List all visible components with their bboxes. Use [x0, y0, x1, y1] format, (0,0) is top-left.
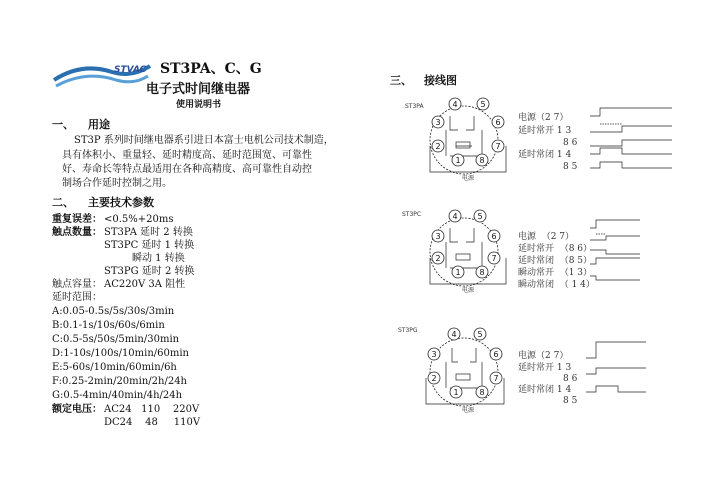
section-1-line-4: 制场合作延时控制之用。 — [62, 178, 172, 189]
repeat-error-value: <0.5%+20ms — [104, 214, 174, 225]
doc-manual-label: 使用说明书 — [176, 100, 222, 110]
contact-line-2: ST3PC 延时 1 转换 — [104, 240, 195, 251]
range-g: G:0.5-4min/40min/4h/24h — [52, 390, 183, 401]
d3-row-3: 8 6 — [563, 374, 578, 384]
contact-line-1: ST3PA 延时 2 转换 — [104, 227, 193, 238]
section-2-number: 二、 — [52, 196, 74, 209]
pin-1: 1 — [455, 268, 461, 277]
doc-title: ST3PA、C、G — [160, 61, 262, 77]
pin-4: 4 — [452, 100, 458, 109]
d1-row-3: 8 6 — [563, 138, 578, 148]
section-3-title: 接线图 — [424, 74, 457, 87]
range-c: C:0.5-5s/50s/5min/30min — [52, 334, 180, 345]
section-1-line-2: 具有体积小、重量轻、延时精度高、延时范围宽、可靠性 — [62, 150, 312, 161]
contact-line-3: 瞬动 1 转换 — [132, 253, 185, 264]
pin-5: 5 — [477, 212, 483, 221]
pin-3: 3 — [431, 350, 437, 359]
pin-6: 6 — [495, 118, 501, 127]
pin-7: 7 — [491, 254, 497, 263]
pin-8: 8 — [479, 156, 485, 165]
pin-8: 8 — [479, 268, 485, 277]
d3-row-5: 8 5 — [563, 396, 578, 406]
pin-2: 2 — [435, 142, 441, 151]
pin-3: 3 — [435, 232, 441, 241]
section-1-number: 一、 — [52, 118, 74, 131]
pin-7: 7 — [495, 142, 501, 151]
pin-2: 2 — [431, 374, 437, 383]
rated-voltage-dc: DC24 48 110V — [104, 417, 201, 428]
section-3-number: 三、 — [390, 74, 412, 87]
pin-3: 3 — [435, 118, 441, 127]
range-e: E:5-60s/10min/60min/6h — [52, 362, 177, 373]
contact-line-4: ST3PG 延时 2 转换 — [104, 266, 195, 277]
pin-4: 4 — [451, 330, 457, 339]
pin-5: 5 — [480, 100, 486, 109]
range-d: D:1-10s/100s/10min/60min — [52, 348, 190, 359]
delay-range-label: 延时范围： — [52, 292, 102, 303]
power-label: 电源 — [461, 287, 475, 294]
section-1-title: 用途 — [88, 118, 110, 131]
contact-count-label: 触点数量： — [52, 227, 102, 238]
power-label: 电源 — [461, 175, 475, 182]
section-1-line-3: 好、寿命长等特点最适用在各种高精度、高可靠性自动控 — [62, 164, 312, 175]
pin-6: 6 — [493, 350, 499, 359]
range-a: A:0.05-0.5s/5s/30s/3min — [52, 306, 175, 317]
contact-capacity-value: AC220V 3A 阻性 — [104, 279, 186, 290]
section-2-title: 主要技术参数 — [88, 196, 154, 209]
d3-row-4: 延时常闭 1 4 — [518, 385, 572, 395]
d2-row-1: 电源 （2 7） — [518, 232, 575, 242]
d2-row-3: 延时常闭 （8 5） — [518, 256, 593, 266]
contact-capacity-label: 触点容量： — [52, 279, 102, 290]
d1-row-5: 8 5 — [563, 162, 578, 172]
doc-subtitle: 电子式时间继电器 — [146, 82, 251, 97]
d1-row-4: 延时常闭 1 4 — [518, 150, 572, 160]
pin-5: 5 — [477, 330, 483, 339]
logo-text: STVAC — [114, 65, 147, 75]
rated-voltage-ac: AC24 110 220V — [104, 404, 200, 415]
d3-row-2: 延时常开 1 3 — [518, 363, 572, 373]
pin-7: 7 — [493, 374, 499, 383]
d2-row-2: 延时常开 （8 6） — [518, 244, 593, 254]
range-b: B:0.1-1s/10s/60s/6min — [52, 320, 165, 331]
wiring-diagram-st3pa — [400, 94, 690, 186]
power-label: 电源 — [461, 407, 475, 414]
section-1-line-1: ST3P 系列时间继电器系引进日本富士电机公司技术制造， — [74, 135, 334, 146]
diagram-model-label: ST3PG — [398, 327, 418, 334]
pin-4: 4 — [452, 212, 458, 221]
d1-row-2: 延时常开 1 3 — [518, 126, 572, 136]
d2-row-4: 瞬动常开 （1 3） — [518, 268, 593, 278]
pin-6: 6 — [491, 232, 497, 241]
rated-voltage-label: 额定电压： — [52, 404, 102, 415]
range-f: F:0.25-2min/20min/2h/24h — [52, 376, 187, 387]
diagram-model-label: ST3PC — [402, 211, 422, 218]
d1-row-1: 电源（2 7） — [518, 113, 569, 123]
d2-row-5: 瞬动常闭 （ 1 4） — [518, 280, 595, 290]
pin-1: 1 — [453, 388, 459, 397]
pin-1: 1 — [455, 156, 461, 165]
pin-8: 8 — [479, 388, 485, 397]
repeat-error-label: 重复误差： — [52, 214, 102, 225]
diagram-model-label: ST3PA — [405, 103, 424, 110]
pin-2: 2 — [435, 254, 441, 263]
logo — [52, 58, 152, 90]
d3-row-1: 电源（2 7） — [518, 351, 569, 361]
